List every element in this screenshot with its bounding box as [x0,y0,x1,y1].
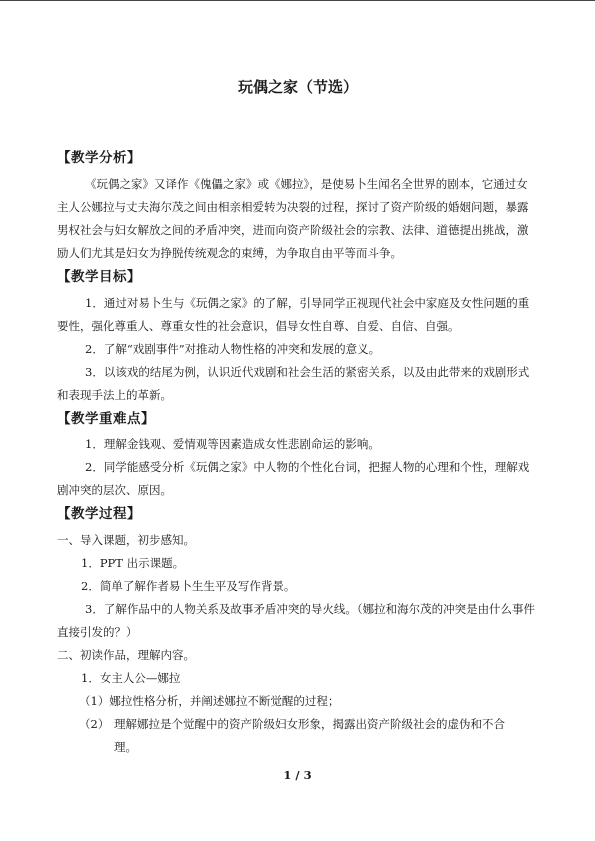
analysis-paragraph: 《玩偶之家》又译作《傀儡之家》或《娜拉》，是使易卜生闻名全世界的剧本，它通过女主人公娜拉与丈夫海尔茂之间由相亲相爱转为决裂的过程，探讨了资产阶级的婚姻问题，暴露男权社会与妇女解放之间的矛盾冲突，进而向资产阶级社会的宗教、法律、道德提出挑战，激励人们尤其是妇女为挣脱传统观念的束缚，为争取自由平等而斗争。 [57,177,529,260]
goal-item-1: 1．通过对易卜生与《玩偶之家》的了解，引导同学正视现代社会中家庭及女性问题的重要性，强化尊重人、尊重女性的社会意识，倡导女性自尊、自爱、自信、自强。 [57,296,530,333]
goal-item-3: 3．以该戏的结尾为例，认识近代戏剧和社会生活的紧密关系，以及由此带来的戏剧形式和表现手法上的革新。 [57,365,530,402]
process-sub-item-1: （1）娜拉性格分析，并阐述娜拉不断觉醒的过程； [79,694,340,708]
process-step-2: 二、初读作品，理解内容。 [57,648,195,662]
heading-goals: 【教学目标】 [57,269,141,285]
key-point-item-2: 2．同学能感受分析《玩偶之家》中人物的个性化台词，把握人物的心理和个性，理解戏剧冲突的层次、原因。 [57,460,530,497]
process-sub-item-2-number: （2） [79,717,110,731]
heading-process: 【教学过程】 [57,506,141,522]
process-step-1: 一、导入课题，初步感知。 [57,533,195,547]
process-step-1-item-2: 2．简单了解作者易卜生生平及写作背景。 [81,579,296,593]
process-sub-item-2-line-2: 理。 [114,740,137,754]
page-number: 1 / 3 [283,768,312,782]
heading-analysis: 【教学分析】 [57,150,141,166]
page-title: 玩偶之家（节选） [237,78,358,96]
goal-item-2: 2．了解“戏剧事件”对推动人物性格的冲突和发展的意义。 [85,342,381,356]
heading-key-points: 【教学重难点】 [57,411,155,427]
key-point-item-1: 1．理解金钱观、爱情观等因素造成女性悲剧命运的影响。 [85,437,380,451]
process-step-1-item-1: 1．PPT 出示课题。 [81,556,185,570]
process-step-2-item-1: 1．女主人公—娜拉 [81,671,181,685]
header-rule [0,0,595,1]
process-step-1-item-3: 3．了解作品中的人物关系及故事矛盾冲突的导火线。（娜拉和海尔茂的冲突是由什么事件直接引发的？） [57,602,536,639]
process-sub-item-2-line-1: 理解娜拉是个觉醒中的资产阶级妇女形象，揭露出资产阶级社会的虚伪和不合 [114,717,505,731]
